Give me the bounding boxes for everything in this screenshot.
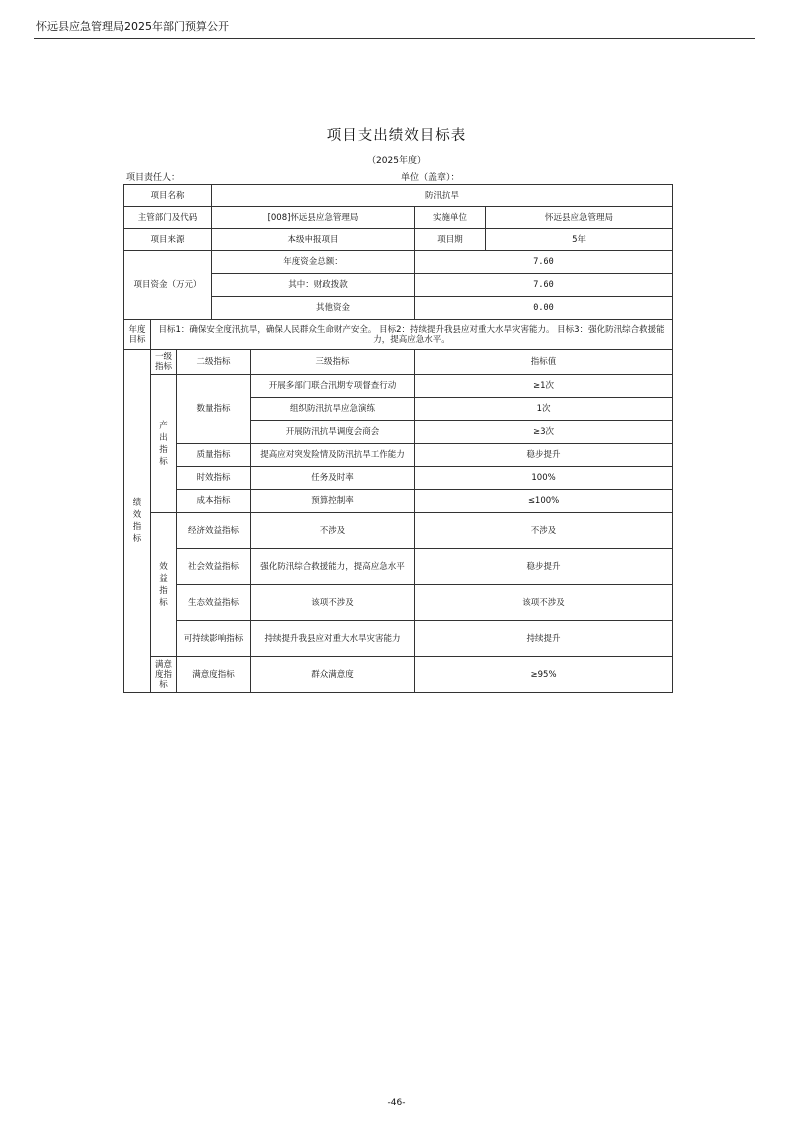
funds-other-label: 其他资金 — [212, 297, 415, 320]
table-row — [124, 513, 673, 549]
q1-name: 开展多部门联合汛期专项督查行动 — [251, 375, 415, 398]
ecological-label: 生态效益指标 — [177, 585, 251, 621]
social-label: 社会效益指标 — [177, 549, 251, 585]
q2-value: 1次 — [415, 398, 673, 421]
cost-label: 成本指标 — [177, 490, 251, 513]
quality-name: 提高应对突发险情及防汛抗旱工作能力 — [251, 444, 415, 467]
page-number: -46- — [387, 1098, 406, 1108]
header-value: 指标值 — [415, 350, 673, 375]
source-value: 本级申报项目 — [212, 229, 415, 251]
funds-fiscal-value: 7.60 — [415, 274, 673, 297]
funds-fiscal-label: 其中：财政拨款 — [212, 274, 415, 297]
period-value: 5年 — [486, 229, 673, 251]
row-department — [124, 207, 673, 229]
economic-label: 经济效益指标 — [177, 513, 251, 549]
unit-seal-label: 单位（盖章）： — [401, 173, 460, 183]
row-source — [124, 229, 673, 251]
period-label: 项目期 — [415, 229, 486, 251]
impl-value: 怀远县应急管理局 — [486, 207, 673, 229]
table-row — [124, 549, 673, 585]
header-level1: 一级指标 — [151, 350, 177, 375]
ecological-name: 该项不涉及 — [251, 585, 415, 621]
project-name-label: 项目名称 — [124, 185, 212, 207]
fiscal-year: （2025年度） — [367, 156, 426, 166]
project-name-value: 防汛抗旱 — [212, 185, 673, 207]
dept-label: 主管部门及代码 — [124, 207, 212, 229]
ecological-value: 该项不涉及 — [415, 585, 673, 621]
row-annual-goal — [124, 320, 673, 350]
header-level2: 二级指标 — [177, 350, 251, 375]
satisfaction-indicator-label: 满意度指标 — [151, 657, 177, 693]
table-row — [124, 621, 673, 657]
dept-value: [008]怀远县应急管理局 — [212, 207, 415, 229]
satisfaction-label: 满意度指标 — [177, 657, 251, 693]
social-name: 强化防汛综合救援能力，提高应急水平 — [251, 549, 415, 585]
table-row — [124, 375, 673, 398]
sustainable-name: 持续提升我县应对重大水旱灾害能力 — [251, 621, 415, 657]
performance-table — [123, 184, 673, 693]
table-row — [124, 490, 673, 513]
perf-indicator-label: 绩效指标 — [124, 350, 151, 693]
q3-name: 开展防汛抗旱调度会商会 — [251, 421, 415, 444]
row-project-name — [124, 185, 673, 207]
table-row — [124, 585, 673, 621]
funds-total-value: 7.60 — [415, 251, 673, 274]
economic-value: 不涉及 — [415, 513, 673, 549]
cost-name: 预算控制率 — [251, 490, 415, 513]
funds-other-value: 0.00 — [415, 297, 673, 320]
sustainable-value: 持续提升 — [415, 621, 673, 657]
sustainable-label: 可持续影响指标 — [177, 621, 251, 657]
document-header: 怀远县应急管理局2025年部门预算公开 — [36, 20, 229, 33]
page-title: 项目支出绩效目标表 — [326, 128, 467, 144]
quantity-indicator-label: 数量指标 — [177, 375, 251, 444]
satisfaction-value: ≥95% — [415, 657, 673, 693]
q3-value: ≥3次 — [415, 421, 673, 444]
output-indicator-label: 产出指标 — [151, 375, 177, 513]
satisfaction-name: 群众满意度 — [251, 657, 415, 693]
q1-value: ≥1次 — [415, 375, 673, 398]
header-divider — [34, 38, 755, 39]
timeliness-value: 100% — [415, 467, 673, 490]
table-row — [124, 467, 673, 490]
funds-label: 项目资金（万元） — [124, 251, 212, 320]
project-owner-label: 项目责任人： — [126, 173, 181, 183]
timeliness-name: 任务及时率 — [251, 467, 415, 490]
quality-label: 质量指标 — [177, 444, 251, 467]
funds-total-label: 年度资金总额： — [212, 251, 415, 274]
economic-name: 不涉及 — [251, 513, 415, 549]
source-label: 项目来源 — [124, 229, 212, 251]
row-indicator-header — [124, 350, 673, 375]
row-funds-total — [124, 251, 673, 274]
benefit-indicator-label: 效益指标 — [151, 513, 177, 657]
cost-value: ≤100% — [415, 490, 673, 513]
table-row — [124, 657, 673, 693]
timeliness-label: 时效指标 — [177, 467, 251, 490]
social-value: 稳步提升 — [415, 549, 673, 585]
goal-label: 年度目标 — [124, 320, 151, 350]
impl-label: 实施单位 — [415, 207, 486, 229]
goal-text: 目标1：确保安全度汛抗旱，确保人民群众生命财产安全。 目标2：持续提升我县应对重大水旱灾害能力。 目标3：强化防汛综合救援能力，提高应急水平。 — [151, 320, 673, 350]
header-level3: 三级指标 — [251, 350, 415, 375]
q2-name: 组织防汛抗旱应急演练 — [251, 398, 415, 421]
table-row — [124, 444, 673, 467]
quality-value: 稳步提升 — [415, 444, 673, 467]
